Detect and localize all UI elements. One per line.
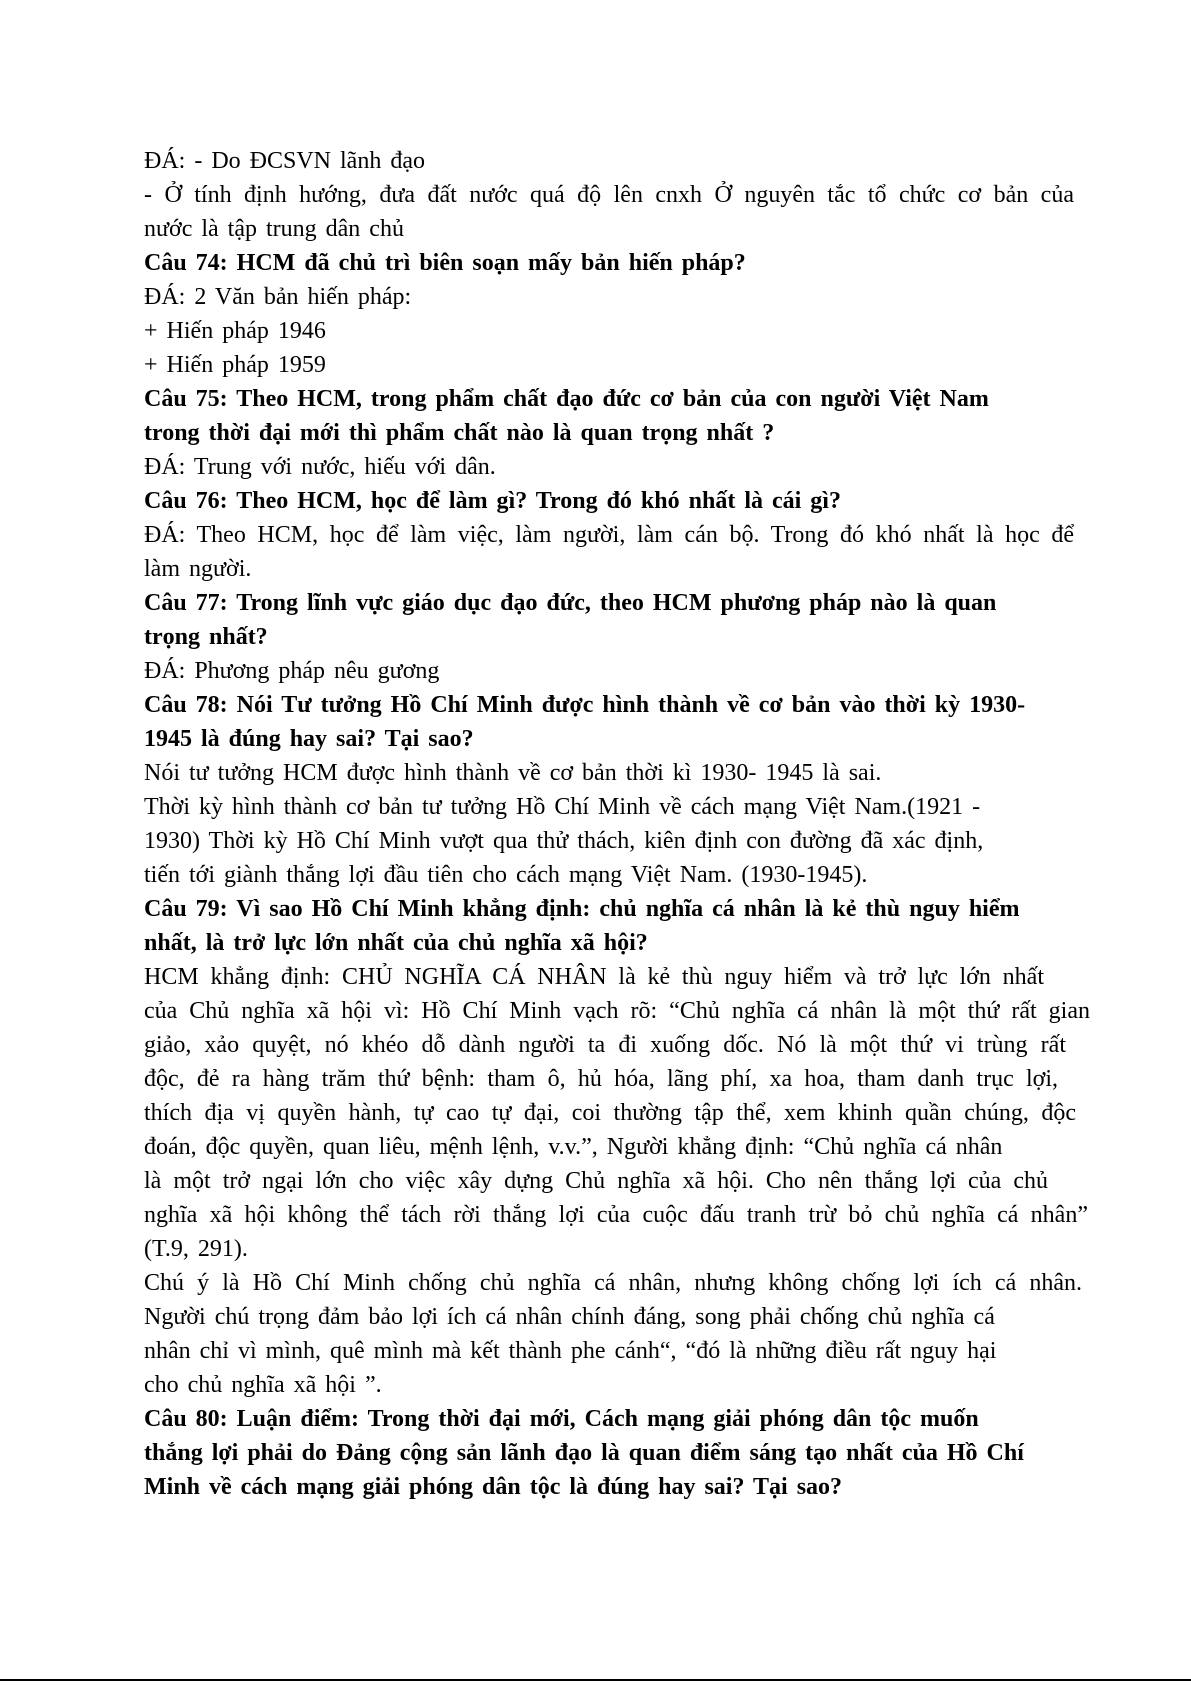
answer-74-line-2: + Hiến pháp 1946	[144, 318, 326, 344]
question-78-line-1: Câu 78: Nói Tư tưởng Hồ Chí Minh được hình thành về cơ bản vào thời kỳ 1930-	[144, 692, 1026, 718]
question-74: Câu 74: HCM đã chủ trì biên soạn mấy bản hiến pháp?	[144, 250, 746, 276]
answer-79-line-5: thích địa vị quyền hành, tự cao tự đại, coi thường tập thể, xem khinh quần chúng, độc	[144, 1100, 1076, 1126]
answer-79-line-10: Chú ý là Hồ Chí Minh chống chủ nghĩa cá nhân, nhưng không chống lợi ích cá nhân.	[144, 1270, 1082, 1296]
answer-79-line-6: đoán, độc quyền, quan liêu, mệnh lệnh, v.v.”, Người khẳng định: “Chủ nghĩa cá nhân	[144, 1134, 1003, 1160]
answer-73-line-2: - Ở tính định hướng, đưa đất nước quá độ lên cnxh Ở nguyên tắc tổ chức cơ bản của	[144, 182, 1074, 208]
answer-79-line-4: độc, đẻ ra hàng trăm thứ bệnh: tham ô, hủ hóa, lãng phí, xa hoa, tham danh trục lợi,	[144, 1066, 1058, 1092]
answer-79-line-2: của Chủ nghĩa xã hội vì: Hồ Chí Minh vạch rõ: “Chủ nghĩa cá nhân là một thứ rất gian	[144, 998, 1090, 1024]
answer-76-line-2: làm người.	[144, 556, 252, 582]
question-76: Câu 76: Theo HCM, học để làm gì? Trong đó khó nhất là cái gì?	[144, 488, 841, 514]
question-77-line-2: trọng nhất?	[144, 624, 268, 650]
answer-79-line-7: là một trở ngại lớn cho việc xây dựng Chủ nghĩa xã hội. Cho nên thắng lợi của chủ	[144, 1168, 1048, 1194]
answer-77: ĐÁ: Phương pháp nêu gương	[144, 658, 440, 684]
question-79-line-2: nhất, là trở lực lớn nhất của chủ nghĩa xã hội?	[144, 930, 648, 956]
question-80-line-3: Minh về cách mạng giải phóng dân tộc là đúng hay sai? Tại sao?	[144, 1474, 843, 1500]
question-79-line-1: Câu 79: Vì sao Hồ Chí Minh khẳng định: chủ nghĩa cá nhân là kẻ thù nguy hiểm	[144, 896, 1020, 922]
answer-78-line-2: Thời kỳ hình thành cơ bản tư tưởng Hồ Chí Minh về cách mạng Việt Nam.(1921 -	[144, 794, 981, 820]
question-80-line-2: thắng lợi phải do Đảng cộng sản lãnh đạo là quan điểm sáng tạo nhất của Hồ Chí	[144, 1440, 1024, 1466]
answer-79-line-8: nghĩa xã hội không thể tách rời thắng lợi của cuộc đấu tranh trừ bỏ chủ nghĩa cá nhân”	[144, 1202, 1088, 1228]
question-75-line-2: trong thời đại mới thì phẩm chất nào là quan trọng nhất ?	[144, 420, 775, 446]
answer-78-line-4: tiến tới giành thắng lợi đầu tiên cho cách mạng Việt Nam. (1930-1945).	[144, 862, 868, 888]
question-77-line-1: Câu 77: Trong lĩnh vực giáo dục đạo đức, theo HCM phương pháp nào là quan	[144, 590, 997, 616]
answer-75: ĐÁ: Trung với nước, hiếu với dân.	[144, 454, 496, 480]
answer-79-line-12: nhân chỉ vì mình, quê mình mà kết thành phe cánh“, “đó là những điều rất nguy hại	[144, 1338, 997, 1364]
answer-78-line-1: Nói tư tưởng HCM được hình thành về cơ bản thời kì 1930- 1945 là sai.	[144, 760, 882, 786]
question-75-line-1: Câu 75: Theo HCM, trong phẩm chất đạo đức cơ bản của con người Việt Nam	[144, 386, 989, 412]
answer-73-line-1: ĐÁ: - Do ĐCSVN lãnh đạo	[144, 148, 425, 174]
page-bottom-rule	[0, 1679, 1191, 1681]
answer-79-line-11: Người chú trọng đảm bảo lợi ích cá nhân chính đáng, song phải chống chủ nghĩa cá	[144, 1304, 995, 1330]
answer-73-line-3: nước là tập trung dân chủ	[144, 216, 404, 242]
answer-79-line-3: giảo, xảo quyệt, nó khéo dỗ dành người ta đi xuống dốc. Nó là một thứ vi trùng rất	[144, 1032, 1066, 1058]
answer-79-line-13: cho chủ nghĩa xã hội ”.	[144, 1372, 382, 1398]
answer-79-line-1: HCM khẳng định: CHỦ NGHĨA CÁ NHÂN là kẻ thù nguy hiểm và trở lực lớn nhất	[144, 964, 1044, 990]
answer-76-line-1: ĐÁ: Theo HCM, học để làm việc, làm người, làm cán bộ. Trong đó khó nhất là học để	[144, 522, 1074, 548]
answer-78-line-3: 1930) Thời kỳ Hồ Chí Minh vượt qua thử thách, kiên định con đường đã xác định,	[144, 828, 984, 854]
answer-74-line-3: + Hiến pháp 1959	[144, 352, 326, 378]
answer-74-line-1: ĐÁ: 2 Văn bản hiến pháp:	[144, 284, 412, 310]
answer-79-line-9: (T.9, 291).	[144, 1236, 248, 1262]
question-80-line-1: Câu 80: Luận điểm: Trong thời đại mới, Cách mạng giải phóng dân tộc muốn	[144, 1406, 979, 1432]
question-78-line-2: 1945 là đúng hay sai? Tại sao?	[144, 726, 474, 752]
